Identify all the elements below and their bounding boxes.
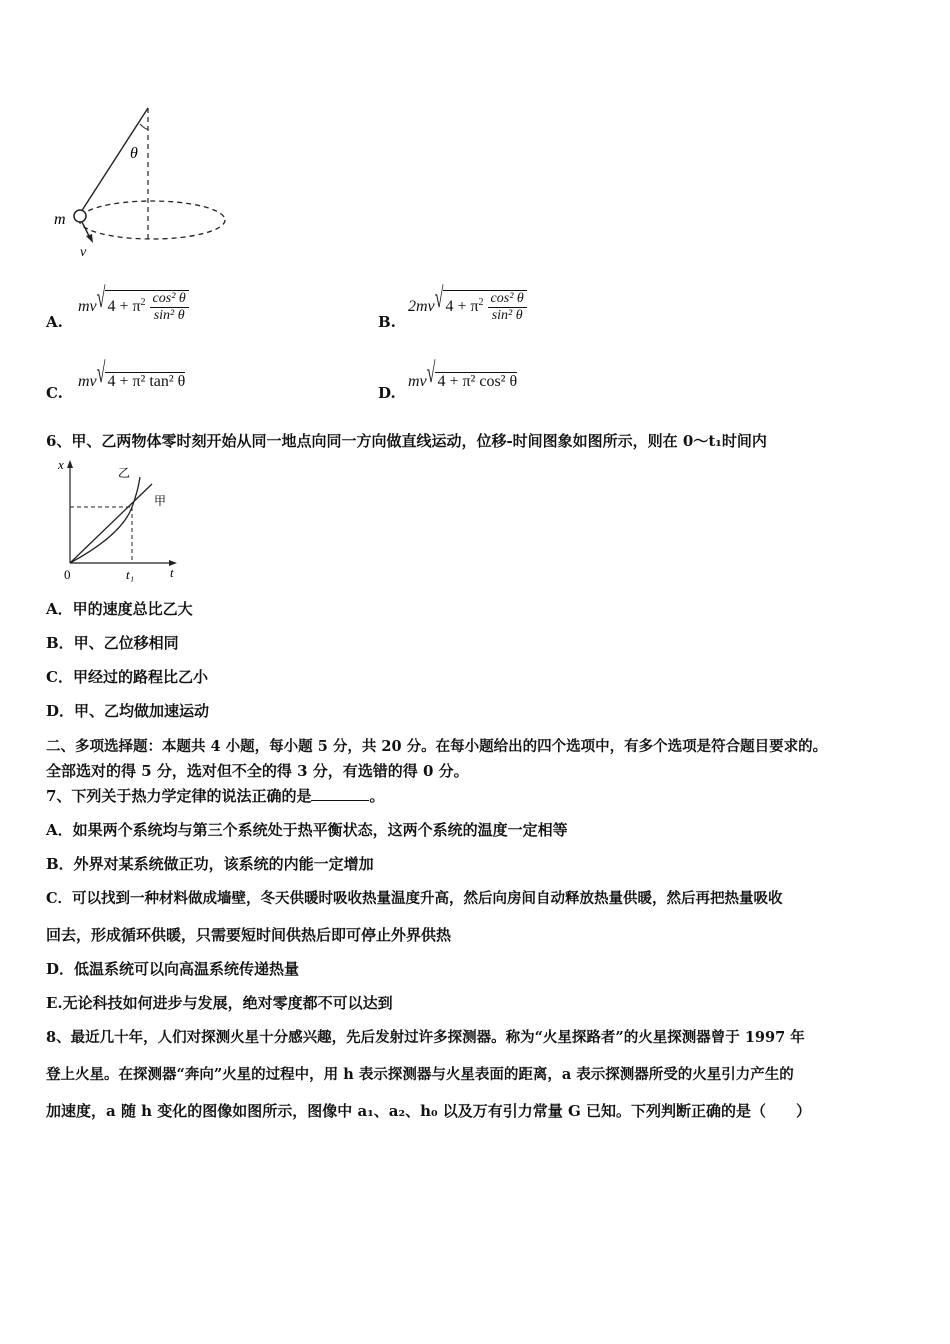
option-d-coef: mv: [408, 373, 427, 390]
mass-label: m: [54, 211, 66, 228]
option-b-den: sin² θ: [491, 308, 523, 323]
q7-stem-end: 。: [369, 787, 385, 805]
t1-label: t₁: [126, 567, 135, 582]
t-axis-label: t: [170, 565, 174, 580]
option-a-coef: mv: [78, 298, 97, 316]
option-c-coef: mv: [78, 373, 97, 390]
q7-option-d: D．低温系统可以向高温系统传递热量: [46, 960, 300, 978]
q7-option-e: E.无论科技如何进步与发展，绝对零度都不可以达到: [46, 994, 393, 1012]
option-b-letter: B.: [378, 313, 396, 331]
option-d-inner: 4 + π² cos² θ: [437, 373, 518, 390]
q7-option-b: B．外界对某系统做正功，该系统的内能一定增加: [46, 855, 374, 873]
option-d-letter: D.: [378, 384, 396, 402]
section2-heading-line1: 二、多项选择题：本题共 4 小题，每小题 5 分，共 20 分。在每小题给出的四个选项中，有多个选项是符合题目要求的。: [46, 738, 828, 755]
velocity-label: v: [80, 245, 87, 260]
option-a-formula: mv√ $4 + \pi^2$ $\frac{\text{cos² θ}}{\text{sin² θ}}$: [78, 290, 189, 324]
option-d-formula: mv√ 4 + π² cos² θ: [408, 358, 518, 390]
origin-label: 0: [64, 567, 71, 582]
option-c-inner: 4 + π² tan² θ: [107, 373, 186, 390]
option-b-inner: 4 + π: [445, 298, 479, 316]
conical-pendulum-figure: [50, 100, 240, 270]
q8-stem-line3: 加速度，a 随 h 变化的图像如图所示，图像中 a₁、a₂、h₀ 以及万有引力常量 G 已知。下列判断正确的是（ ）: [46, 1102, 812, 1120]
q6-option-d: D．甲、乙均做加速运动: [46, 702, 210, 720]
q8-stem-line1: 8、最近几十年，人们对探测火星十分感兴趣，先后发射过许多探测器。称为“火星探路者”的火星探测器曾于 1997 年: [46, 1029, 805, 1046]
q7-stem: [46, 785, 384, 806]
option-a-inner: 4 + π: [107, 298, 141, 316]
q6-stem: 6、甲、乙两物体零时刻开始从同一地点向同一方向做直线运动，位移-时间图象如图所示，则在 0～t₁时间内: [46, 432, 767, 450]
q8-stem-line2: 登上火星。在探测器“奔向”火星的过程中，用 h 表示探测器与火星表面的距离，a 表示探测器所受的火星引力产生的: [46, 1066, 794, 1083]
angle-theta-label: θ: [130, 145, 138, 162]
option-a-num: cos² θ: [150, 291, 189, 308]
option-c-letter: C.: [46, 384, 63, 402]
q6-option-b: B．甲、乙位移相同: [46, 634, 179, 652]
option-b-formula: 2mv√ $4 + \pi^2$ $\frac{\text{cos² θ}}{\text{sin² θ}}$: [408, 290, 527, 324]
q7-option-c: C．可以找到一种材料做成墙壁，冬天供暖时吸收热量温度升高，然后向房间自动释放热量供暖，然后再把热量吸收: [46, 890, 783, 907]
q6-option-c: C．甲经过的路程比乙小: [46, 668, 208, 686]
option-b-coef: 2mv: [408, 298, 435, 316]
q7-option-a: A．如果两个系统均与第三个系统处于热平衡状态，这两个系统的温度一定相等: [46, 821, 568, 839]
yi-curve-label: 乙: [118, 466, 131, 480]
displacement-time-graph: [52, 455, 192, 585]
option-a-letter: A.: [46, 313, 63, 331]
q7-answer-blank: [311, 800, 369, 801]
option-c-formula: mv√ 4 + π² tan² θ: [78, 358, 186, 390]
q7-stem-text: 7、下列关于热力学定律的说法正确的是: [46, 787, 312, 805]
x-axis-label: x: [58, 457, 64, 472]
section2-heading-line2: 全部选对的得 5 分，选对但不全的得 3 分，有选错的得 0 分。: [46, 762, 469, 780]
jia-line-label: 甲: [154, 494, 167, 508]
q7-option-c-cont: 回去，形成循环供暖，只需要短时间供热后即可停止外界供热: [46, 926, 452, 944]
option-a-den: sin² θ: [153, 308, 185, 323]
q6-option-a: A．甲的速度总比乙大: [46, 600, 193, 618]
option-b-num: cos² θ: [488, 291, 527, 308]
